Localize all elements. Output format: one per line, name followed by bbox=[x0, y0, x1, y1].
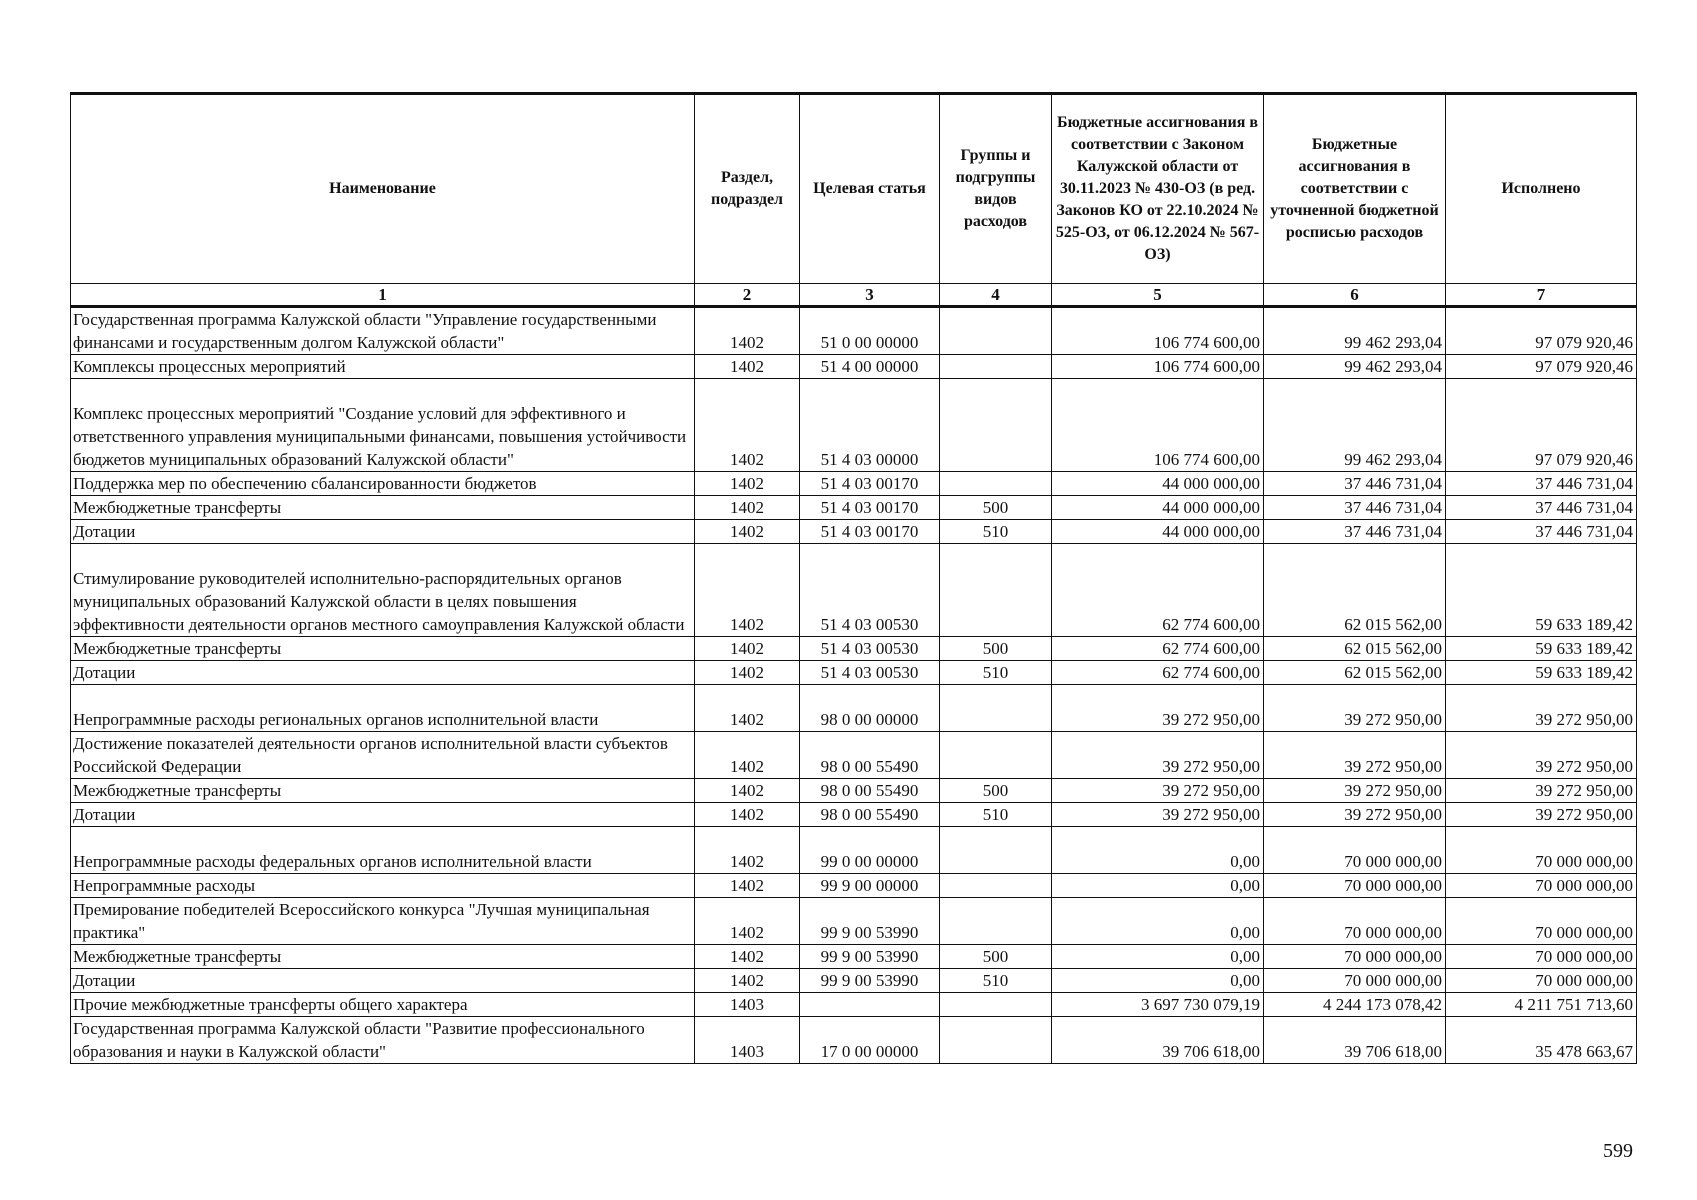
row-section: 1402 bbox=[695, 355, 800, 379]
table-row bbox=[71, 993, 1637, 1017]
row-refined-allocation: 70 000 000,00 bbox=[1264, 898, 1446, 945]
row-name: Комплекс процессных мероприятий "Создание условий для эффективного и ответственного управления муниципальными финансами, повышения устойчивости бюджетов муниципальных образований Калужской области" bbox=[71, 379, 695, 472]
row-name: Государственная программа Калужской области "Управление государственными финансами и государственным долгом Калужской области" bbox=[71, 307, 695, 355]
row-expense-group bbox=[940, 874, 1052, 898]
row-law-allocation: 0,00 bbox=[1052, 827, 1264, 874]
row-expense-group bbox=[940, 898, 1052, 945]
column-number: 2 bbox=[695, 284, 800, 307]
row-section: 1402 bbox=[695, 732, 800, 779]
row-target-article: 99 9 00 53990 bbox=[800, 945, 940, 969]
table-row bbox=[71, 307, 1637, 355]
row-section: 1402 bbox=[695, 520, 800, 544]
row-executed: 97 079 920,46 bbox=[1446, 307, 1637, 355]
table-row bbox=[71, 779, 1637, 803]
row-section: 1402 bbox=[695, 898, 800, 945]
table-row bbox=[71, 969, 1637, 993]
row-name: Комплексы процессных мероприятий bbox=[71, 355, 695, 379]
row-section: 1402 bbox=[695, 661, 800, 685]
row-executed: 70 000 000,00 bbox=[1446, 969, 1637, 993]
row-law-allocation: 62 774 600,00 bbox=[1052, 544, 1264, 637]
table-row bbox=[71, 803, 1637, 827]
table-row bbox=[71, 827, 1637, 874]
row-executed: 4 211 751 713,60 bbox=[1446, 993, 1637, 1017]
row-expense-group bbox=[940, 827, 1052, 874]
row-executed: 97 079 920,46 bbox=[1446, 355, 1637, 379]
row-law-allocation: 106 774 600,00 bbox=[1052, 355, 1264, 379]
row-expense-group bbox=[940, 307, 1052, 355]
row-name: Поддержка мер по обеспечению сбалансированности бюджетов bbox=[71, 472, 695, 496]
row-law-allocation: 0,00 bbox=[1052, 874, 1264, 898]
header-name: Наименование bbox=[71, 94, 695, 284]
column-number: 5 bbox=[1052, 284, 1264, 307]
row-executed: 39 272 950,00 bbox=[1446, 803, 1637, 827]
table-row bbox=[71, 898, 1637, 945]
row-refined-allocation: 39 272 950,00 bbox=[1264, 803, 1446, 827]
row-section: 1402 bbox=[695, 307, 800, 355]
row-section: 1402 bbox=[695, 472, 800, 496]
row-name: Межбюджетные трансферты bbox=[71, 945, 695, 969]
row-executed: 37 446 731,04 bbox=[1446, 472, 1637, 496]
row-expense-group bbox=[940, 685, 1052, 732]
row-name: Межбюджетные трансферты bbox=[71, 779, 695, 803]
row-name: Премирование победителей Всероссийского конкурса "Лучшая муниципальная практика" bbox=[71, 898, 695, 945]
table-row bbox=[71, 496, 1637, 520]
row-target-article: 98 0 00 00000 bbox=[800, 685, 940, 732]
row-executed: 70 000 000,00 bbox=[1446, 827, 1637, 874]
row-expense-group: 500 bbox=[940, 496, 1052, 520]
row-law-allocation: 39 272 950,00 bbox=[1052, 732, 1264, 779]
row-law-allocation: 39 272 950,00 bbox=[1052, 803, 1264, 827]
row-target-article: 98 0 00 55490 bbox=[800, 803, 940, 827]
row-section: 1402 bbox=[695, 827, 800, 874]
table-row bbox=[71, 379, 1637, 472]
row-section: 1403 bbox=[695, 993, 800, 1017]
row-section: 1402 bbox=[695, 379, 800, 472]
row-executed: 59 633 189,42 bbox=[1446, 544, 1637, 637]
row-refined-allocation: 70 000 000,00 bbox=[1264, 827, 1446, 874]
row-refined-allocation: 37 446 731,04 bbox=[1264, 496, 1446, 520]
row-refined-allocation: 62 015 562,00 bbox=[1264, 544, 1446, 637]
row-refined-allocation: 70 000 000,00 bbox=[1264, 945, 1446, 969]
table-row bbox=[71, 874, 1637, 898]
row-executed: 59 633 189,42 bbox=[1446, 661, 1637, 685]
row-section: 1402 bbox=[695, 803, 800, 827]
row-section: 1402 bbox=[695, 969, 800, 993]
row-name: Непрограммные расходы bbox=[71, 874, 695, 898]
row-executed: 39 272 950,00 bbox=[1446, 732, 1637, 779]
header-law-allocations: Бюджетные ассигнования в соответствии с Законом Калужской области от 30.11.2023 № 430-ОЗ (в ред. Законов КО от 22.10.2024 № 525-ОЗ, от 06.12.2024 № 567-ОЗ) bbox=[1052, 94, 1264, 284]
row-target-article: 17 0 00 00000 bbox=[800, 1017, 940, 1064]
row-expense-group bbox=[940, 544, 1052, 637]
column-number: 1 bbox=[71, 284, 695, 307]
row-name: Непрограммные расходы федеральных органов исполнительной власти bbox=[71, 827, 695, 874]
column-number: 4 bbox=[940, 284, 1052, 307]
row-target-article: 99 0 00 00000 bbox=[800, 827, 940, 874]
row-expense-group: 510 bbox=[940, 661, 1052, 685]
row-section: 1402 bbox=[695, 685, 800, 732]
row-expense-group bbox=[940, 1017, 1052, 1064]
row-expense-group: 510 bbox=[940, 803, 1052, 827]
row-name: Дотации bbox=[71, 969, 695, 993]
row-expense-group: 510 bbox=[940, 520, 1052, 544]
table-row bbox=[71, 1017, 1637, 1064]
row-refined-allocation: 99 462 293,04 bbox=[1264, 355, 1446, 379]
row-law-allocation: 106 774 600,00 bbox=[1052, 307, 1264, 355]
row-target-article: 98 0 00 55490 bbox=[800, 732, 940, 779]
row-law-allocation: 62 774 600,00 bbox=[1052, 661, 1264, 685]
row-section: 1402 bbox=[695, 945, 800, 969]
row-section: 1403 bbox=[695, 1017, 800, 1064]
table-row bbox=[71, 472, 1637, 496]
row-target-article: 51 4 03 00530 bbox=[800, 544, 940, 637]
row-expense-group: 500 bbox=[940, 637, 1052, 661]
table-row bbox=[71, 355, 1637, 379]
table-row bbox=[71, 637, 1637, 661]
row-expense-group bbox=[940, 732, 1052, 779]
row-target-article: 51 4 03 00000 bbox=[800, 379, 940, 472]
row-target-article: 51 4 03 00170 bbox=[800, 520, 940, 544]
row-target-article: 51 4 03 00170 bbox=[800, 472, 940, 496]
row-law-allocation: 44 000 000,00 bbox=[1052, 520, 1264, 544]
row-executed: 59 633 189,42 bbox=[1446, 637, 1637, 661]
header-target-article: Целевая статья bbox=[800, 94, 940, 284]
header-expense-groups: Группы и подгруппы видов расходов bbox=[940, 94, 1052, 284]
row-target-article: 99 9 00 53990 bbox=[800, 969, 940, 993]
row-executed: 35 478 663,67 bbox=[1446, 1017, 1637, 1064]
row-law-allocation: 106 774 600,00 bbox=[1052, 379, 1264, 472]
column-number: 6 bbox=[1264, 284, 1446, 307]
row-law-allocation: 0,00 bbox=[1052, 969, 1264, 993]
row-expense-group: 500 bbox=[940, 779, 1052, 803]
row-target-article: 51 4 03 00530 bbox=[800, 661, 940, 685]
row-section: 1402 bbox=[695, 874, 800, 898]
header-section: Раздел, подраздел bbox=[695, 94, 800, 284]
row-name: Непрограммные расходы региональных органов исполнительной власти bbox=[71, 685, 695, 732]
row-target-article bbox=[800, 993, 940, 1017]
row-name: Государственная программа Калужской области "Развитие профессионального образования и науки в Калужской области" bbox=[71, 1017, 695, 1064]
row-section: 1402 bbox=[695, 637, 800, 661]
row-target-article: 51 4 03 00170 bbox=[800, 496, 940, 520]
row-target-article: 99 9 00 53990 bbox=[800, 898, 940, 945]
table-row bbox=[71, 945, 1637, 969]
row-name: Стимулирование руководителей исполнительно-распорядительных органов муниципальных образований Калужской области в целях повышения эффективности деятельности органов местного самоуправления Калужской области bbox=[71, 544, 695, 637]
row-expense-group bbox=[940, 379, 1052, 472]
row-name: Межбюджетные трансферты bbox=[71, 637, 695, 661]
row-refined-allocation: 70 000 000,00 bbox=[1264, 874, 1446, 898]
row-name: Межбюджетные трансферты bbox=[71, 496, 695, 520]
row-refined-allocation: 39 706 618,00 bbox=[1264, 1017, 1446, 1064]
row-executed: 37 446 731,04 bbox=[1446, 496, 1637, 520]
row-refined-allocation: 70 000 000,00 bbox=[1264, 969, 1446, 993]
row-name: Дотации bbox=[71, 803, 695, 827]
row-refined-allocation: 99 462 293,04 bbox=[1264, 307, 1446, 355]
row-refined-allocation: 99 462 293,04 bbox=[1264, 379, 1446, 472]
row-target-article: 98 0 00 55490 bbox=[800, 779, 940, 803]
row-expense-group: 500 bbox=[940, 945, 1052, 969]
row-section: 1402 bbox=[695, 544, 800, 637]
row-target-article: 99 9 00 00000 bbox=[800, 874, 940, 898]
row-name: Прочие межбюджетные трансферты общего характера bbox=[71, 993, 695, 1017]
table-row bbox=[71, 544, 1637, 637]
row-section: 1402 bbox=[695, 496, 800, 520]
row-executed: 70 000 000,00 bbox=[1446, 945, 1637, 969]
row-refined-allocation: 39 272 950,00 bbox=[1264, 685, 1446, 732]
row-refined-allocation: 37 446 731,04 bbox=[1264, 472, 1446, 496]
row-executed: 70 000 000,00 bbox=[1446, 898, 1637, 945]
header-executed: Исполнено bbox=[1446, 94, 1637, 284]
table-row bbox=[71, 685, 1637, 732]
row-expense-group bbox=[940, 355, 1052, 379]
table-row bbox=[71, 732, 1637, 779]
row-target-article: 51 4 03 00530 bbox=[800, 637, 940, 661]
row-law-allocation: 0,00 bbox=[1052, 945, 1264, 969]
row-name: Достижение показателей деятельности органов исполнительной власти субъектов Российской Федерации bbox=[71, 732, 695, 779]
row-law-allocation: 0,00 bbox=[1052, 898, 1264, 945]
row-target-article: 51 4 00 00000 bbox=[800, 355, 940, 379]
row-executed: 37 446 731,04 bbox=[1446, 520, 1637, 544]
header-refined-allocations: Бюджетные ассигнования в соответствии с уточненной бюджетной росписью расходов bbox=[1264, 94, 1446, 284]
row-law-allocation: 44 000 000,00 bbox=[1052, 472, 1264, 496]
row-law-allocation: 62 774 600,00 bbox=[1052, 637, 1264, 661]
table-row bbox=[71, 661, 1637, 685]
row-executed: 39 272 950,00 bbox=[1446, 685, 1637, 732]
table-row bbox=[71, 520, 1637, 544]
row-refined-allocation: 4 244 173 078,42 bbox=[1264, 993, 1446, 1017]
row-name: Дотации bbox=[71, 520, 695, 544]
row-expense-group bbox=[940, 472, 1052, 496]
page-number: 599 bbox=[1603, 1140, 1633, 1162]
row-executed: 97 079 920,46 bbox=[1446, 379, 1637, 472]
row-target-article: 51 0 00 00000 bbox=[800, 307, 940, 355]
row-law-allocation: 39 272 950,00 bbox=[1052, 779, 1264, 803]
row-name: Дотации bbox=[71, 661, 695, 685]
row-law-allocation: 39 272 950,00 bbox=[1052, 685, 1264, 732]
row-refined-allocation: 39 272 950,00 bbox=[1264, 779, 1446, 803]
column-number: 3 bbox=[800, 284, 940, 307]
budget-table-sheet bbox=[70, 92, 1636, 1064]
row-executed: 39 272 950,00 bbox=[1446, 779, 1637, 803]
row-executed: 70 000 000,00 bbox=[1446, 874, 1637, 898]
row-refined-allocation: 62 015 562,00 bbox=[1264, 637, 1446, 661]
row-section: 1402 bbox=[695, 779, 800, 803]
row-refined-allocation: 62 015 562,00 bbox=[1264, 661, 1446, 685]
row-law-allocation: 39 706 618,00 bbox=[1052, 1017, 1264, 1064]
row-law-allocation: 44 000 000,00 bbox=[1052, 496, 1264, 520]
row-expense-group bbox=[940, 993, 1052, 1017]
row-refined-allocation: 37 446 731,04 bbox=[1264, 520, 1446, 544]
row-refined-allocation: 39 272 950,00 bbox=[1264, 732, 1446, 779]
budget-table bbox=[70, 92, 1637, 1064]
column-number: 7 bbox=[1446, 284, 1637, 307]
row-law-allocation: 3 697 730 079,19 bbox=[1052, 993, 1264, 1017]
row-expense-group: 510 bbox=[940, 969, 1052, 993]
